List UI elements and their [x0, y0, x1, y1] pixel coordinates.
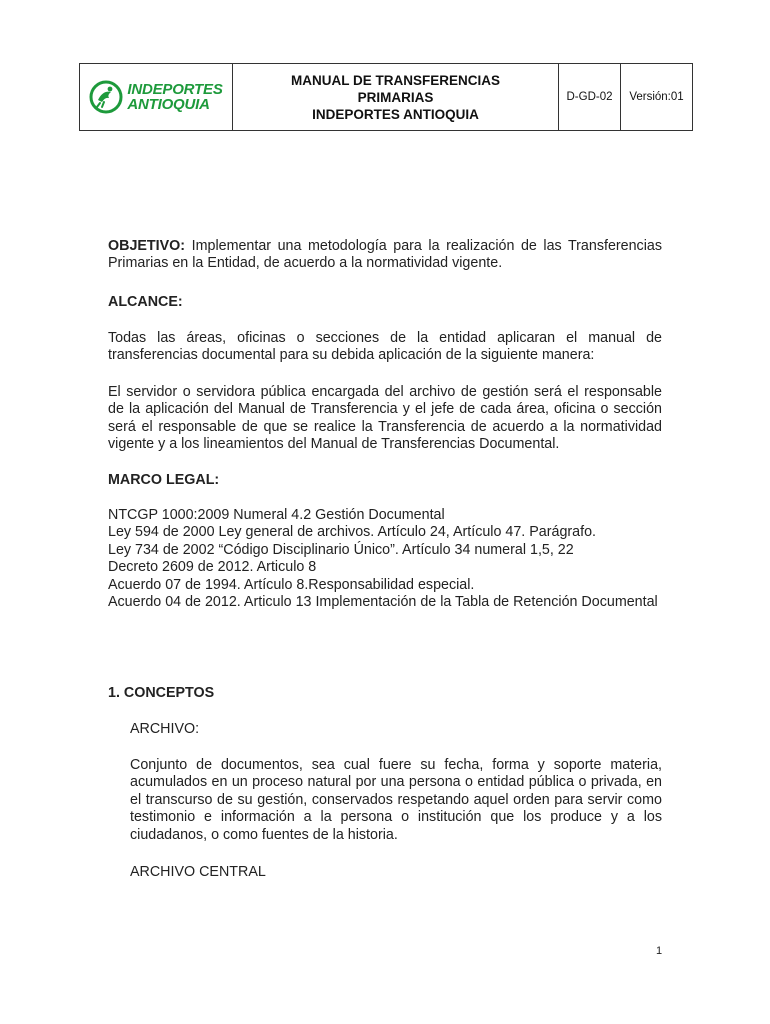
marco-legal-item: Decreto 2609 de 2012. Articulo 8	[108, 559, 317, 576]
marco-legal-item: Ley 594 de 2000 Ley general de archivos. Artículo 24, Artículo 47. Parágrafo.	[108, 524, 596, 541]
document-version: Versión:01	[629, 91, 684, 103]
page-number: 1	[656, 945, 663, 957]
runner-emblem-icon	[89, 80, 123, 114]
archivo-central-label: ARCHIVO CENTRAL	[130, 864, 266, 880]
document-title	[233, 64, 559, 130]
archivo-label: ARCHIVO:	[130, 721, 200, 737]
logo-cell	[80, 64, 233, 130]
indeportes-logo	[89, 80, 222, 114]
document-header	[79, 63, 693, 131]
title-line-1: MANUAL DE TRANSFERENCIAS	[290, 72, 500, 88]
alcance-heading-text: ALCANCE:	[108, 294, 183, 310]
title-line-3: INDEPORTES ANTIOQUIA	[312, 106, 479, 122]
archivo-definition: Conjunto de documentos, sea cual fuere su fecha, forma y soporte materia, acumulados en un proceso natural por una persona o entidad pública o privada, en el transcurso de su gestión, conservados respetando aquel orden para servir como testimonio e información a la persona o institución que los produce y a los ciudadanos, o como fuentes de la historia.	[130, 757, 662, 843]
conceptos-heading-text: 1. CONCEPTOS	[108, 685, 215, 701]
alcance-paragraph-2: El servidor o servidora pública encargada del archivo de gestión será el responsable de la aplicación del Manual de Transferencia y el jefe de cada área, oficina o sección será el responsable de que se realice la Transferencia de acuerdo a la normatividad vigente y a los lineamientos del Manual de Transferencias Documental.	[108, 384, 662, 453]
logo-text-line2: ANTIOQUIA	[127, 96, 210, 113]
marco-legal-item: NTCGP 1000:2009 Numeral 4.2 Gestión Documental	[108, 507, 445, 523]
objetivo-label: OBJETIVO:	[108, 238, 186, 254]
title-line-2: PRIMARIAS	[357, 89, 434, 105]
alcance-paragraph-1: Todas las áreas, oficinas o secciones de la entidad aplicaran el manual de transferencias documental para su debida aplicación de la siguiente manera:	[108, 330, 662, 364]
marco-legal-item: Ley 734 de 2002 “Código Disciplinario Único”. Artículo 34 numeral 1,5, 22	[108, 541, 574, 558]
marco-legal-heading	[108, 472, 662, 489]
conceptos-heading	[108, 685, 662, 702]
alcance-heading	[108, 294, 662, 311]
logo-text-line1: INDEPORTES	[127, 81, 223, 98]
objetivo-paragraph	[108, 238, 662, 273]
document-code: D-GD-02	[559, 64, 621, 130]
objetivo-text: Implementar una metodología para la realización de las Transferencias Primarias en la Entidad, de acuerdo a la normatividad vigente.	[108, 238, 662, 272]
marco-legal-heading-text: MARCO LEGAL:	[108, 472, 220, 488]
marco-legal-item: Acuerdo 07 de 1994. Artículo 8.Responsabilidad especial.	[108, 576, 475, 593]
marco-legal-list	[108, 507, 662, 611]
marco-legal-item: Acuerdo 04 de 2012. Articulo 13 Implementación de la Tabla de Retención Documental	[108, 594, 658, 611]
